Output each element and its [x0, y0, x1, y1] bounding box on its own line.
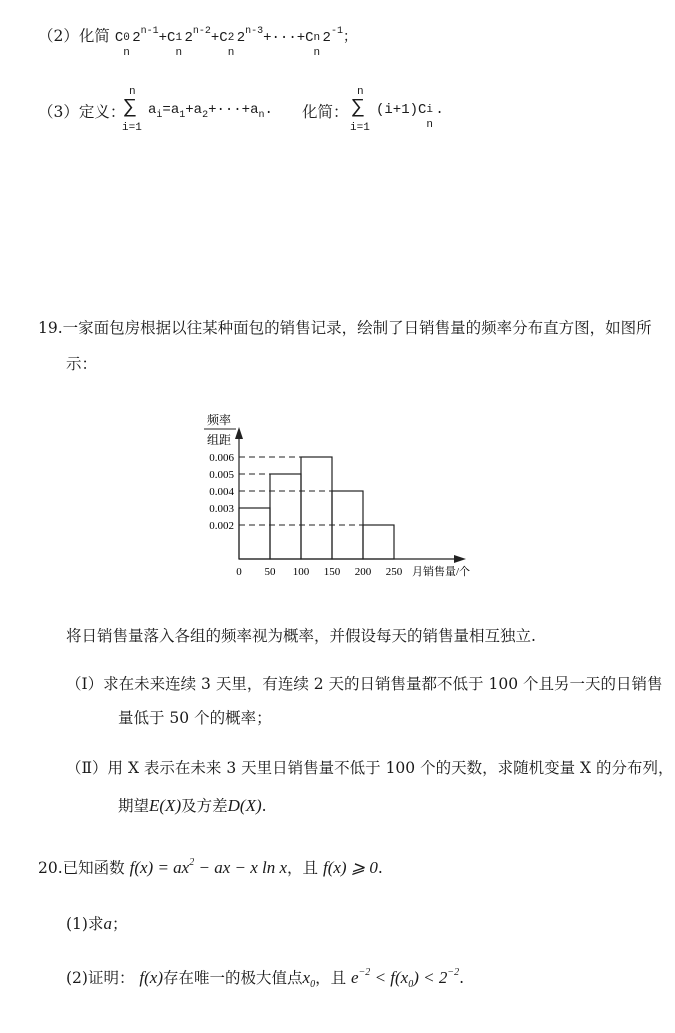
- x0-symbol: $x_0$: [302, 968, 316, 990]
- q20-part1: (1)求a；: [66, 914, 128, 933]
- y-tick-label: 0.002: [209, 520, 234, 532]
- inequality: $e^{-2} < f(x_0) < 2^{-2}$: [351, 967, 460, 990]
- q19-part2-line2: 期望E(X)及方差D(X).: [118, 796, 267, 815]
- q19-intro-line2: 示：: [66, 355, 98, 373]
- q18-part3: [38, 100, 125, 122]
- q18-part2-label: （2）化简: [38, 27, 110, 45]
- y-axis-label-top: 频率: [207, 413, 232, 427]
- x-tick-label: 200: [354, 566, 372, 578]
- q20-part2: (2)证明： f(x)存在唯一的极大值点$x_0$，且 $e^{-2} < f(x_0) < 2^{-2}$.: [66, 967, 465, 990]
- y-tick-label: 0.003: [209, 503, 234, 515]
- y-tick-label: 0.005: [209, 469, 234, 481]
- function-definition: $f(x) = ax^2$ − ax − x ln x: [129, 857, 288, 877]
- sum-definition: n ∑ i=1 $a_i=a_1+a_2+\cdot\cdot\cdot+a_n$.: [122, 86, 273, 134]
- binomial-sum-expression: C 0 n $2^{n-1}+C$ 1 n $2^{n-2}+C$ 2 n $2^{n-3}+\cdot\cdot\cdot+C$ n n $2^{-1}$；: [114, 26, 357, 59]
- q19-assumption: 将日销售量落入各组的频率视为概率，并假设每天的销售量相互独立.: [66, 627, 536, 645]
- q20-stem: 20.已知函数 $f(x) = ax^2$ − ax − x ln x，且 f(x) ⩾ 0.: [38, 857, 383, 877]
- x-tick-label: 0: [236, 566, 242, 578]
- q19-part1-line2: 量低于 50 个的概率；: [118, 709, 272, 727]
- q19-part1-line1: （Ⅰ）求在未来连续 3 天里，有连续 2 天的日销售量都不低于 100 个且另一天的日销售: [66, 675, 663, 693]
- fx-expression: f(x): [139, 968, 163, 987]
- simplify-label: 化简：: [302, 103, 349, 121]
- x-axis-arrow: [454, 555, 466, 563]
- q18-part2: [38, 24, 357, 59]
- x-tick-label: 50: [264, 566, 276, 578]
- var-a: a: [103, 914, 112, 933]
- x-tick-label: 150: [323, 566, 341, 578]
- q20-number: 20.: [38, 859, 63, 877]
- histogram-bar-3: [332, 491, 363, 559]
- y-tick-label: 0.004: [209, 486, 234, 498]
- y-axis-arrow: [235, 427, 243, 439]
- q19-number: 19.: [38, 319, 63, 337]
- x-tick-label: 250: [385, 566, 403, 578]
- variance-dx: D(X): [227, 796, 262, 815]
- y-axis-label-bottom: 组距: [207, 433, 232, 447]
- q19-part2-line1: （Ⅱ）用 X 表示在未来 3 天里日销售量不低于 100 个的天数，求随机变量 X 的分布列，: [66, 759, 674, 777]
- histogram-bar-2: [301, 457, 332, 559]
- x-tick-label: 100: [292, 566, 310, 578]
- frequency-histogram: [190, 405, 490, 585]
- histogram-bar-4: [363, 525, 394, 559]
- expectation-ex: E(X): [149, 796, 182, 815]
- x-axis-label: 月销售量/个: [412, 566, 471, 578]
- y-tick-label: 0.006: [209, 452, 234, 464]
- q18-part3-label: （3）定义：: [38, 103, 126, 121]
- histogram-bar-1: [270, 474, 301, 559]
- histogram-bar-0: [239, 508, 270, 559]
- sum-to-simplify: n ∑ i=1 (i+1)C i n .: [350, 86, 444, 134]
- nonneg-condition: f(x) ⩾ 0: [322, 858, 378, 877]
- q19-intro-line1: 19.一家面包房根据以往某种面包的销售记录，绘制了日销售量的频率分布直方图，如图所: [38, 319, 652, 337]
